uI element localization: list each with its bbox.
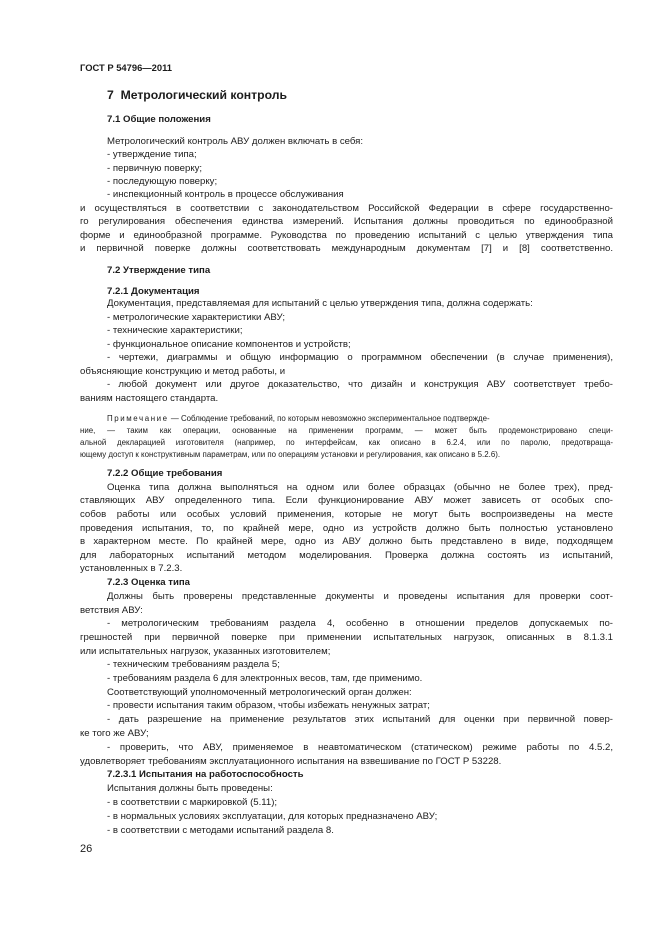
paragraph-line: ветствия АВУ: <box>80 605 143 616</box>
paragraph-line: Оценка типа должна выполняться на одном или более образцах (обычно не более трех), пред- <box>107 482 613 493</box>
paragraph-line: и первичной поверке должны соответствовать международным документам [7] и [8] соответственно. <box>80 243 613 254</box>
paragraph-line: Должны быть проверены представленные документы и проведены испытания для проверки соот- <box>107 591 613 602</box>
list-item: - последующую поверку; <box>107 176 218 187</box>
note-line <box>107 413 613 425</box>
list-item: - инспекционный контроль в процессе обслуживания <box>107 189 344 200</box>
list-item: - провести испытания таким образом, чтобы избежать ненужных затрат; <box>107 700 430 711</box>
subsection-heading-7-2-3: 7.2.3 Оценка типа <box>107 577 191 588</box>
list-item-continuation: объясняющие конструкцию и метод работы, и <box>80 366 286 377</box>
paragraph-line: го регулирования обеспечения единства измерений. Испытания должны проводиться по единообразной <box>80 216 613 227</box>
note-line: альной декларацией изготовителя (например, по интерфейсам, как описано в 6.2.4, или по паролю, предотвраща- <box>80 438 613 447</box>
paragraph-line: проведения испытания, то, по крайней мере, одно из устройств должно быть полностью установлено <box>80 523 613 534</box>
subsection-heading-7-2: 7.2 Утверждение типа <box>107 265 211 276</box>
list-item: - утверждение типа; <box>107 149 197 160</box>
list-item: - метрологические характеристики АВУ; <box>107 312 286 323</box>
paragraph-line: Документация, представляемая для испытаний с целью утверждения типа, должна содержать: <box>107 298 533 309</box>
list-item: - техническим требованиям раздела 5; <box>107 659 280 670</box>
paragraph-line: и осуществляться в соответствии с законодательством Российской Федерации в сфере государственно- <box>80 203 613 214</box>
section-number: 7 <box>107 88 114 102</box>
document-code: ГОСТ Р 54796—2011 <box>80 62 172 73</box>
list-item: - метрологическим требованиям раздела 4, особенно в отношении пределов допускаемых по- <box>107 618 613 629</box>
list-item: - в нормальных условиях эксплуатации, для которых предназначено АВУ; <box>107 811 438 822</box>
list-item: - функциональное описание компонентов и устройств; <box>107 339 351 350</box>
list-item: - технические характеристики; <box>107 325 243 336</box>
paragraph-line: Соответствующий уполномоченный метрологический орган должен: <box>107 687 412 698</box>
list-item-continuation: удовлетворяет требованиям эксплуатационного испытания на взвешивание по ГОСТ Р 53228. <box>80 756 502 767</box>
list-item: - чертежи, диаграммы и общую информацию о программном обеспечении (в случае применения), <box>107 352 613 363</box>
list-item: - дать разрешение на применение результатов этих испытаний для оценки при первичной повер- <box>107 714 613 725</box>
section-title: Метрологический контроль <box>120 88 287 102</box>
list-item-continuation: грешностей при первичной поверке при применении испытательных нагрузок, описанных в 8.1.3.1 <box>80 632 613 643</box>
list-item-continuation: ваниям настоящего стандарта. <box>80 393 219 404</box>
paragraph-line: установленных в 7.2.3. <box>80 563 183 574</box>
paragraph-line: собов работы или особых условий применения, которые не могут быть воспроизведены на месте <box>80 509 613 520</box>
list-item: - любой документ или другое доказательство, что дизайн и конструкция АВУ соответствует требо- <box>107 379 613 390</box>
section-heading <box>107 88 287 102</box>
paragraph-line: в характерном месте. По крайней мере, одно из АВУ должно быть представлено в виде, подходящем <box>80 536 613 547</box>
list-item: - проверить, что АВУ, применяемое в неавтоматическом (статическом) режиме работы по 4.5.2, <box>107 742 613 753</box>
note-label: Примечание <box>107 414 169 423</box>
paragraph-line: Испытания должны быть проведены: <box>107 783 273 794</box>
paragraph-line: форме и единообразной программе. Руководства по проведению испытаний с целью утверждения типа <box>80 230 613 241</box>
list-item: - в соответствии с методами испытаний раздела 8. <box>107 825 334 836</box>
list-item: - в соответствии с маркировкой (5.11); <box>107 797 278 808</box>
subsection-heading-7-1: 7.1 Общие положения <box>107 114 211 125</box>
list-item-continuation: ке того же АВУ; <box>80 728 149 739</box>
subsection-heading-7-2-3-1: 7.2.3.1 Испытания на работоспособность <box>107 769 304 780</box>
page-number: 26 <box>80 843 93 855</box>
subsection-heading-7-2-2: 7.2.2 Общие требования <box>107 468 223 479</box>
subsection-heading-7-2-1: 7.2.1 Документация <box>107 286 200 297</box>
note-line: ние, — таким как операции, основанные на применении программ, — может быть продемонстрировано специ- <box>80 426 613 435</box>
list-item: - первичную поверку; <box>107 163 203 174</box>
paragraph-line: Метрологический контроль АВУ должен включать в себя: <box>107 136 364 147</box>
note-text: — Соблюдение требований, по которым невозможно экспериментальное подтвержде- <box>170 414 490 423</box>
list-item-continuation: или испытательных нагрузок, указанных изготовителем; <box>80 646 331 657</box>
list-item: - требованиям раздела 6 для электронных весов, там, где применимо. <box>107 673 423 684</box>
note-line: ющему доступ к конструктивным параметрам, или по операциям установки и регулирования, как описано в 5.2.6). <box>80 450 501 459</box>
paragraph-line: ставляющих АВУ определенного типа. Если функционирование АВУ может зависеть от особых спо- <box>80 495 613 506</box>
paragraph-line: для лабораторных испытаний методом моделирования. Проверка должна состоять из испытаний, <box>80 550 613 561</box>
